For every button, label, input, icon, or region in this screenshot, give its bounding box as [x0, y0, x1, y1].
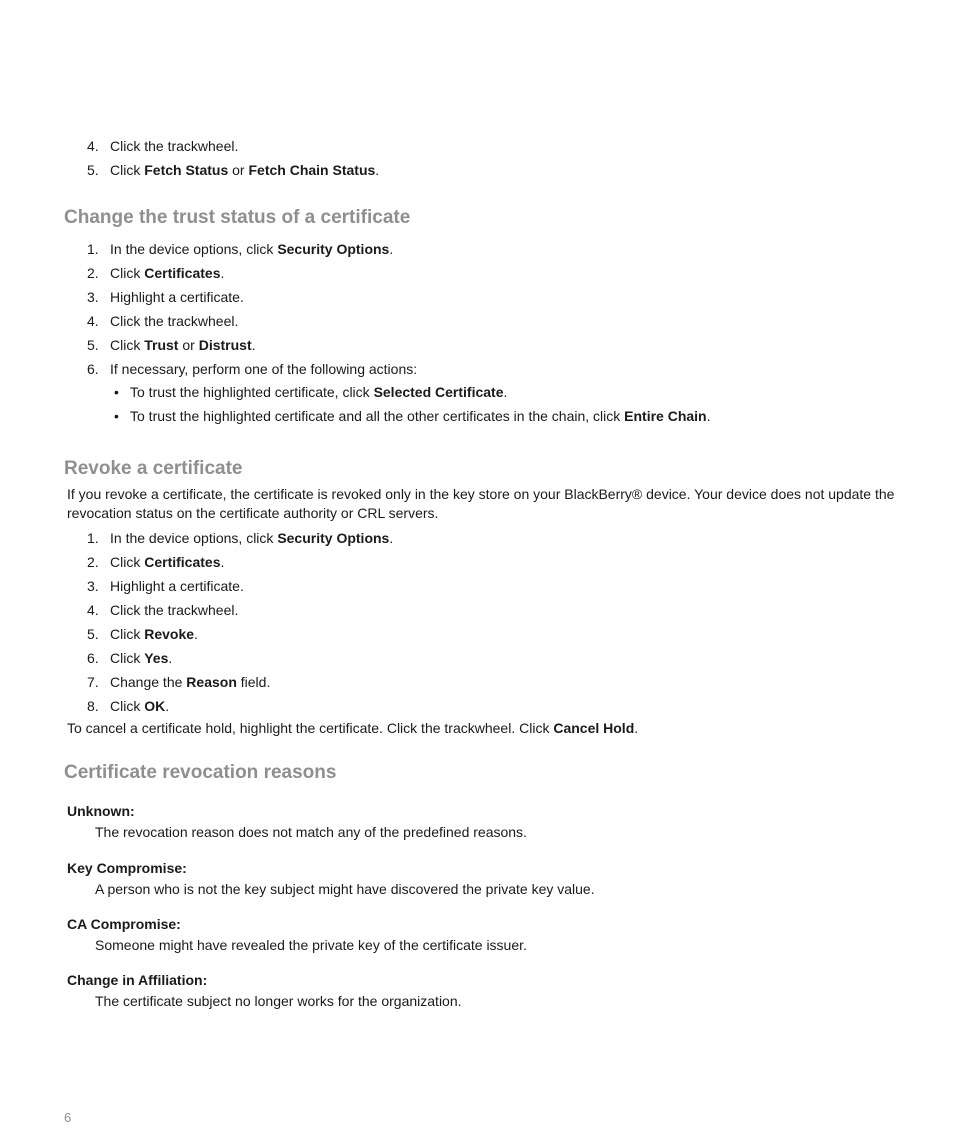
- text-run: .: [165, 698, 170, 714]
- step-item: [87, 134, 379, 158]
- reason-term-key-compromise: Key Compromise:: [67, 860, 187, 876]
- step-item: [87, 333, 417, 357]
- text-run: In the device options, click: [110, 241, 278, 257]
- reason-term-ca-compromise: CA Compromise:: [67, 916, 181, 932]
- text-run: .: [194, 626, 198, 642]
- reason-term-change-in-affiliation: Change in Affiliation:: [67, 972, 208, 988]
- ui-term: Certificates: [144, 265, 221, 281]
- step-item: [87, 237, 417, 261]
- ui-term: Trust: [144, 337, 179, 353]
- ui-term: Fetch Status: [144, 162, 229, 178]
- step-number: 7.: [87, 674, 99, 690]
- ui-term: OK: [144, 698, 166, 714]
- ui-term: Revoke: [144, 626, 195, 642]
- step-number: 5.: [87, 626, 99, 642]
- text-run: To trust the highlighted certificate and all the other certificates in the chain, click: [130, 408, 625, 424]
- text-run: In the device options, click: [110, 530, 278, 546]
- step-number: 1.: [87, 530, 99, 546]
- revoke-intro-paragraph: If you revoke a certificate, the certificate is revoked only in the key store on your BlackBerry® device. Your device does not update the revocation status on the certificate authority or CRL servers.: [67, 486, 895, 521]
- text-run: Click: [110, 265, 145, 281]
- text-run: Highlight a certificate.: [110, 578, 244, 594]
- trust-steps-list: [87, 237, 417, 381]
- text-run: .: [220, 554, 225, 570]
- text-run: Click: [110, 554, 145, 570]
- text-run: Change the: [110, 674, 187, 690]
- top-steps-list: [87, 134, 379, 182]
- reason-term-unknown: Unknown:: [67, 803, 135, 819]
- step-number: 4.: [87, 138, 99, 154]
- step-item: [87, 526, 393, 550]
- step-item: [87, 550, 393, 574]
- ui-term: Security Options: [277, 530, 390, 546]
- text-run: .: [220, 265, 225, 281]
- step-number: 6.: [87, 650, 99, 666]
- text-run: .: [168, 650, 173, 666]
- step-number: 1.: [87, 241, 99, 257]
- step-number: 3.: [87, 578, 99, 594]
- bullet-marker: •: [114, 408, 119, 424]
- step-item: [87, 598, 393, 622]
- text-run: Highlight a certificate.: [110, 289, 244, 305]
- reason-definition-unknown: The revocation reason does not match any of the predefined reasons.: [95, 824, 527, 840]
- step-number: 4.: [87, 602, 99, 618]
- step-item: [87, 261, 417, 285]
- step-number: 8.: [87, 698, 99, 714]
- ui-term: Fetch Chain Status: [248, 162, 376, 178]
- text-run: .: [389, 241, 394, 257]
- step-item: [87, 670, 393, 694]
- ui-term: Distrust: [198, 337, 252, 353]
- text-run: .: [706, 408, 711, 424]
- step-item: [87, 309, 417, 333]
- text-run: To trust the highlighted certificate, click: [130, 384, 374, 400]
- ui-term: Reason: [186, 674, 237, 690]
- text-run: Click the trackwheel.: [110, 138, 239, 154]
- text-run: or: [228, 162, 249, 178]
- bullet-marker: •: [114, 384, 119, 400]
- step-item: [87, 285, 417, 309]
- step-number: 4.: [87, 313, 99, 329]
- step-item: [87, 574, 393, 598]
- page-number: 6: [64, 1110, 72, 1125]
- text-run: .: [503, 384, 508, 400]
- text-run: If necessary, perform one of the following actions:: [110, 361, 418, 377]
- ui-term: Entire Chain: [624, 408, 707, 424]
- step-number: 3.: [87, 289, 99, 305]
- step-item: [87, 646, 393, 670]
- revoke-section-heading: Revoke a certificate: [64, 458, 243, 479]
- text-run: Click: [110, 698, 145, 714]
- text-run: .: [375, 162, 380, 178]
- step-item: [87, 694, 393, 718]
- trust-section-heading: Change the trust status of a certificate: [64, 207, 411, 228]
- step-number: 5.: [87, 162, 99, 178]
- step-number: 2.: [87, 265, 99, 281]
- ui-term: Yes: [144, 650, 169, 666]
- bullet-item: [114, 404, 711, 428]
- text-run: .: [251, 337, 256, 353]
- bullet-item: [114, 380, 711, 404]
- step-number: 6.: [87, 361, 99, 377]
- step-item: [87, 622, 393, 646]
- text-run: Click the trackwheel.: [110, 602, 239, 618]
- text-run: Click: [110, 626, 145, 642]
- trust-options-list: [114, 380, 711, 428]
- revoke-steps-list: [87, 526, 393, 718]
- text-run: or: [178, 337, 199, 353]
- text-run: Click: [110, 650, 145, 666]
- text-run: .: [634, 720, 639, 736]
- step-item: [87, 357, 417, 381]
- ui-term: Certificates: [144, 554, 221, 570]
- text-run: field.: [236, 674, 271, 690]
- ui-term: Security Options: [277, 241, 390, 257]
- step-item: [87, 158, 379, 182]
- reason-definition-key-compromise: A person who is not the key subject might have discovered the private key value.: [95, 881, 595, 897]
- text-run: To cancel a certificate hold, highlight the certificate. Click the trackwheel. Click: [67, 720, 554, 736]
- reason-definition-ca-compromise: Someone might have revealed the private key of the certificate issuer.: [95, 937, 527, 953]
- step-number: 2.: [87, 554, 99, 570]
- reason-definition-change-in-affiliation: The certificate subject no longer works for the organization.: [95, 993, 462, 1009]
- ui-term: Cancel Hold: [553, 720, 635, 736]
- step-number: 5.: [87, 337, 99, 353]
- text-run: Click the trackwheel.: [110, 313, 239, 329]
- cancel-hold-note: [67, 719, 897, 738]
- text-run: .: [389, 530, 394, 546]
- text-run: Click: [110, 337, 145, 353]
- ui-term: Selected Certificate: [373, 384, 504, 400]
- text-run: Click: [110, 162, 145, 178]
- reasons-section-heading: Certificate revocation reasons: [64, 762, 337, 783]
